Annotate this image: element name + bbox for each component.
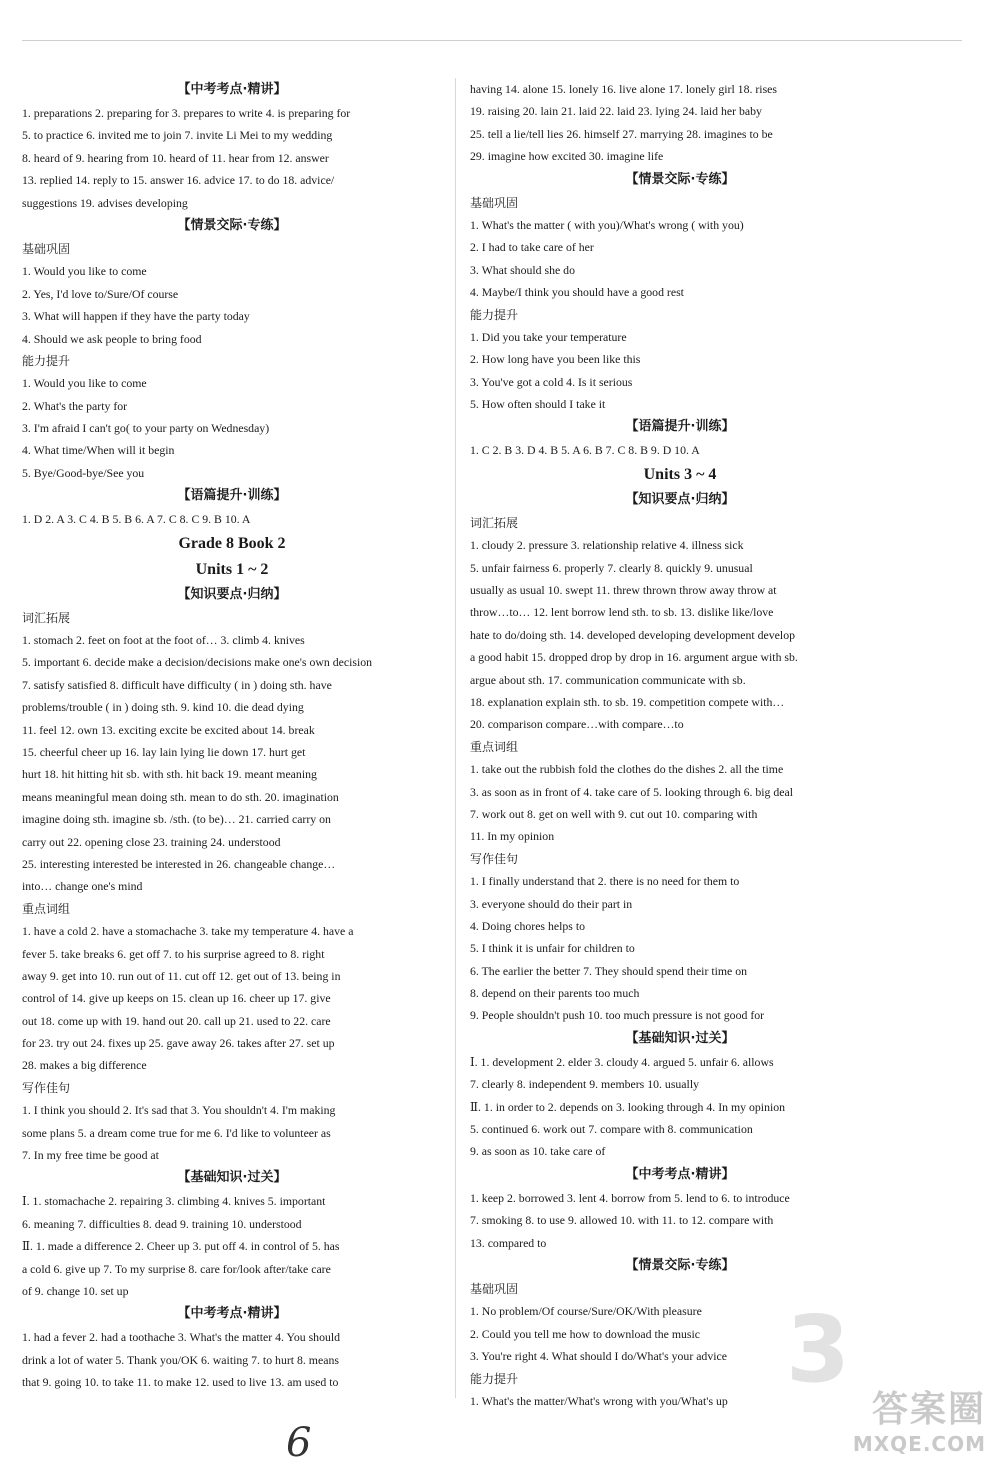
answer-line: hate to do/doing sth. 14. developed developing development develop	[470, 627, 795, 642]
answer-line: 1. Would you like to come	[22, 376, 147, 391]
section-header: 【情景交际·专练】	[625, 1257, 735, 1273]
answer-line: 6. The earlier the better 7. They should spend their time on	[470, 963, 748, 978]
answer-line: a cold 6. give up 7. To my surprise 8. care for/look after/take care	[22, 1261, 331, 1276]
watermark-cn: 答案圈	[871, 1389, 986, 1430]
answer-line: 1. have a cold 2. have a stomachache 3. take my temperature 4. have a	[22, 924, 354, 939]
answer-line: 15. cheerful cheer up 16. lay lain lying lie down 17. hurt get	[22, 744, 306, 759]
answer-line: problems/trouble ( in ) doing sth. 9. kind 10. die dead dying	[22, 700, 304, 715]
answer-line: 5. I think it is unfair for children to	[470, 941, 635, 956]
answer-line: 5. to practice 6. invited me to join 7. invite Li Mei to my wedding	[22, 128, 333, 143]
answer-line: 5. Bye/Good-bye/See you	[22, 465, 145, 480]
answer-line: 2. I had to take care of her	[470, 240, 594, 255]
answer-line: Ⅱ. 1. in order to 2. depends on 3. looking through 4. In my opinion	[470, 1099, 786, 1114]
answer-line: 2. How long have you been like this	[470, 352, 641, 367]
answer-line: 7. clearly 8. independent 9. members 10. usually	[470, 1077, 699, 1092]
answer-line: 11. feel 12. own 13. exciting excite be excited about 14. break	[22, 722, 315, 737]
answer-line: 1. stomach 2. feet on foot at the foot of… 3. climb 4. knives	[22, 633, 305, 648]
answer-line: imagine doing sth. imagine sb. /sth. (to be)… 21. carried carry on	[22, 812, 331, 827]
answer-line: 1. cloudy 2. pressure 3. relationship relative 4. illness sick	[470, 538, 744, 553]
watermark-en: MXQE.COM	[852, 1432, 986, 1456]
section-header: 【情景交际·专练】	[177, 217, 287, 233]
answer-line: 1. Did you take your temperature	[470, 329, 627, 344]
answer-line: 1. I finally understand that 2. there is no need for them to	[470, 874, 740, 889]
answer-line: 3. everyone should do their part in	[470, 896, 633, 911]
answer-line: 7. work out 8. get on well with 9. cut out 10. comparing with	[470, 806, 758, 821]
left-column	[22, 78, 442, 1394]
section-header: 【语篇提升·训练】	[177, 488, 287, 504]
answer-line: 1. D 2. A 3. C 4. B 5. B 6. A 7. C 8. C 9. B 10. A	[22, 512, 251, 527]
answer-line: usually as usual 10. swept 11. threw thrown throw away throw at	[470, 583, 777, 598]
section-header: 【中考考点·精讲】	[177, 1306, 287, 1322]
answer-line: 1. Would you like to come	[22, 264, 147, 279]
answer-line: carry out 22. opening close 23. training 24. understood	[22, 834, 281, 849]
answer-line: 1. What's the matter ( with you)/What's wrong ( with you)	[470, 217, 744, 232]
column-divider	[455, 78, 456, 1398]
answer-line: into… change one's mind	[22, 879, 143, 894]
subsection-label: 重点词组	[470, 739, 519, 754]
answer-line: 3. I'm afraid I can't go( to your party on Wednesday)	[22, 421, 270, 436]
answer-line: control of 14. give up keeps on 15. clean up 16. cheer up 17. give	[22, 991, 331, 1006]
answer-line: 1. C 2. B 3. D 4. B 5. A 6. B 7. C 8. B 9. D 10. A	[470, 443, 700, 458]
answer-line: of 9. change 10. set up	[22, 1283, 129, 1298]
answer-line: 2. What's the party for	[22, 398, 128, 413]
answer-line: 3. as soon as in front of 4. take care of 5. looking through 6. big deal	[470, 784, 794, 799]
answer-line: 6. meaning 7. difficulties 8. dead 9. training 10. understood	[22, 1216, 302, 1231]
answer-line: suggestions 19. advises developing	[22, 195, 188, 210]
answer-line: 3. You've got a cold 4. Is it serious	[470, 374, 633, 389]
answer-line: Ⅰ. 1. development 2. elder 3. cloudy 4. argued 5. unfair 6. allows	[470, 1054, 774, 1069]
answer-line: 29. imagine how excited 30. imagine life	[470, 149, 664, 164]
answer-line: 7. satisfy satisfied 8. difficult have difficulty ( in ) doing sth. have	[22, 677, 332, 692]
answer-line: 3. What will happen if they have the party today	[22, 309, 250, 324]
subsection-label: 基础巩固	[22, 241, 71, 256]
answer-line: 2. Could you tell me how to download the music	[470, 1326, 701, 1341]
answer-line: 8. depend on their parents too much	[470, 986, 640, 1001]
answer-line: 1. keep 2. borrowed 3. lent 4. borrow from 5. lend to 6. to introduce	[470, 1190, 790, 1205]
answer-line: 8. heard of 9. hearing from 10. heard of 11. hear from 12. answer	[22, 150, 329, 165]
answer-line: 5. important 6. decide make a decision/decisions make one's own decision	[22, 655, 373, 670]
answer-line: 1. take out the rubbish fold the clothes do the dishes 2. all the time	[470, 762, 784, 777]
answer-line: 19. raising 20. lain 21. laid 22. laid 23. lying 24. laid her baby	[470, 104, 762, 119]
answer-line: 25. tell a lie/tell lies 26. himself 27. marrying 28. imagines to be	[470, 126, 773, 141]
answer-line: 13. replied 14. reply to 15. answer 16. advice 17. to do 18. advice/	[22, 173, 335, 188]
subsection-label: 能力提升	[22, 353, 71, 368]
answer-line: 13. compared to	[470, 1235, 547, 1250]
answer-line: 25. interesting interested be interested in 26. changeable change…	[22, 856, 336, 871]
answer-line: 5. unfair fairness 6. properly 7. clearly 8. quickly 9. unusual	[470, 560, 753, 575]
subsection-label: 写作佳句	[470, 851, 519, 866]
answer-line: 9. People shouldn't push 10. too much pressure is not good for	[470, 1008, 765, 1023]
right-column	[470, 78, 890, 1412]
answer-line: 3. What should she do	[470, 262, 575, 277]
section-header: 【情景交际·专练】	[625, 171, 735, 187]
answer-line: 3. You're right 4. What should I do/What's your advice	[470, 1349, 727, 1364]
answer-line: that 9. going 10. to take 11. to make 12. used to live 13. am used to	[22, 1375, 339, 1390]
answer-line: 5. continued 6. work out 7. compare with 8. communication	[470, 1122, 753, 1137]
answer-line: 1. No problem/Of course/Sure/OK/With pleasure	[470, 1304, 702, 1319]
subsection-label: 基础巩固	[470, 1281, 519, 1296]
watermark	[853, 1389, 986, 1457]
subsection-label: 词汇拓展	[470, 515, 519, 530]
subsection-label: 基础巩固	[470, 195, 519, 210]
answer-line: means meaningful mean doing sth. mean to do sth. 20. imagination	[22, 789, 339, 804]
answer-line: argue about sth. 17. communication communicate with sb.	[470, 672, 746, 687]
page-number: 6	[286, 1420, 312, 1466]
answer-line: having 14. alone 15. lonely 16. live alone 17. lonely girl 18. rises	[470, 82, 777, 96]
answer-line: Ⅱ. 1. made a difference 2. Cheer up 3. put off 4. in control of 5. has	[22, 1239, 340, 1254]
top-rule	[22, 40, 962, 41]
answer-line: a good habit 15. dropped drop by drop in 16. argument argue with sb.	[470, 650, 798, 665]
answer-line: 9. as soon as 10. take care of	[470, 1144, 606, 1159]
section-header: 【知识要点·归纳】	[177, 586, 287, 602]
section-header: 【基础知识·过关】	[625, 1030, 735, 1046]
subsection-label: 词汇拓展	[22, 610, 71, 625]
answer-line: 2. Yes, I'd love to/Sure/Of course	[22, 286, 179, 301]
answer-line: 4. Maybe/I think you should have a good rest	[470, 285, 684, 300]
subsection-label: 能力提升	[470, 1371, 519, 1386]
answer-line: 1. What's the matter/What's wrong with you/What's up	[470, 1393, 728, 1408]
subsection-label: 重点词组	[22, 901, 71, 916]
answer-line: 5. How often should I take it	[470, 397, 606, 412]
answer-line: hurt 18. hit hitting hit sb. with sth. hit back 19. meant meaning	[22, 767, 317, 782]
answer-line: Ⅰ. 1. stomachache 2. repairing 3. climbing 4. knives 5. important	[22, 1194, 326, 1209]
unit-title: Units 3 ~ 4	[643, 465, 717, 483]
answer-line: out 18. come up with 19. hand out 20. call up 21. used to 22. care	[22, 1013, 331, 1028]
unit-title: Grade 8 Book 2	[178, 534, 286, 552]
answer-line: 28. makes a big difference	[22, 1058, 147, 1073]
answer-line: some plans 5. a dream come true for me 6. I'd like to volunteer as	[22, 1125, 331, 1140]
section-header: 【知识要点·归纳】	[625, 491, 735, 507]
answer-line: 4. What time/When will it begin	[22, 443, 175, 458]
section-header: 【基础知识·过关】	[177, 1170, 287, 1186]
answer-line: 11. In my opinion	[470, 829, 555, 844]
answer-line: 7. smoking 8. to use 9. allowed 10. with 11. to 12. compare with	[470, 1213, 774, 1228]
answer-line: 1. preparations 2. preparing for 3. prepares to write 4. is preparing for	[22, 106, 351, 120]
unit-title: Units 1 ~ 2	[195, 560, 269, 578]
answer-line: 4. Should we ask people to bring food	[22, 331, 202, 346]
subsection-label: 写作佳句	[22, 1080, 71, 1095]
answer-line: throw…to… 12. lent borrow lend sth. to sb. 13. dislike like/love	[470, 605, 774, 620]
section-header: 【中考考点·精讲】	[177, 82, 287, 97]
answer-line: fever 5. take breaks 6. get off 7. to his surprise agreed to 8. right	[22, 946, 325, 961]
answer-line: 20. comparison compare…with compare…to	[470, 717, 684, 732]
answer-line: for 23. try out 24. fixes up 25. gave away 26. takes after 27. set up	[22, 1036, 335, 1051]
section-header: 【中考考点·精讲】	[625, 1166, 735, 1182]
answer-line: 1. had a fever 2. had a toothache 3. What's the matter 4. You should	[22, 1330, 341, 1345]
answer-line: 7. In my free time be good at	[22, 1148, 159, 1163]
decorative-number: 3	[785, 1296, 850, 1403]
subsection-label: 能力提升	[470, 307, 519, 322]
answer-line: 18. explanation explain sth. to sb. 19. competition compete with…	[470, 694, 785, 709]
answer-line: away 9. get into 10. run out of 11. cut off 12. get out of 13. being in	[22, 968, 341, 983]
answer-line: 4. Doing chores helps to	[470, 918, 586, 933]
answer-line: drink a lot of water 5. Thank you/OK 6. waiting 7. to hurt 8. means	[22, 1352, 339, 1367]
section-header: 【语篇提升·训练】	[625, 419, 735, 435]
answer-line: 1. I think you should 2. It's sad that 3. You shouldn't 4. I'm making	[22, 1103, 336, 1118]
